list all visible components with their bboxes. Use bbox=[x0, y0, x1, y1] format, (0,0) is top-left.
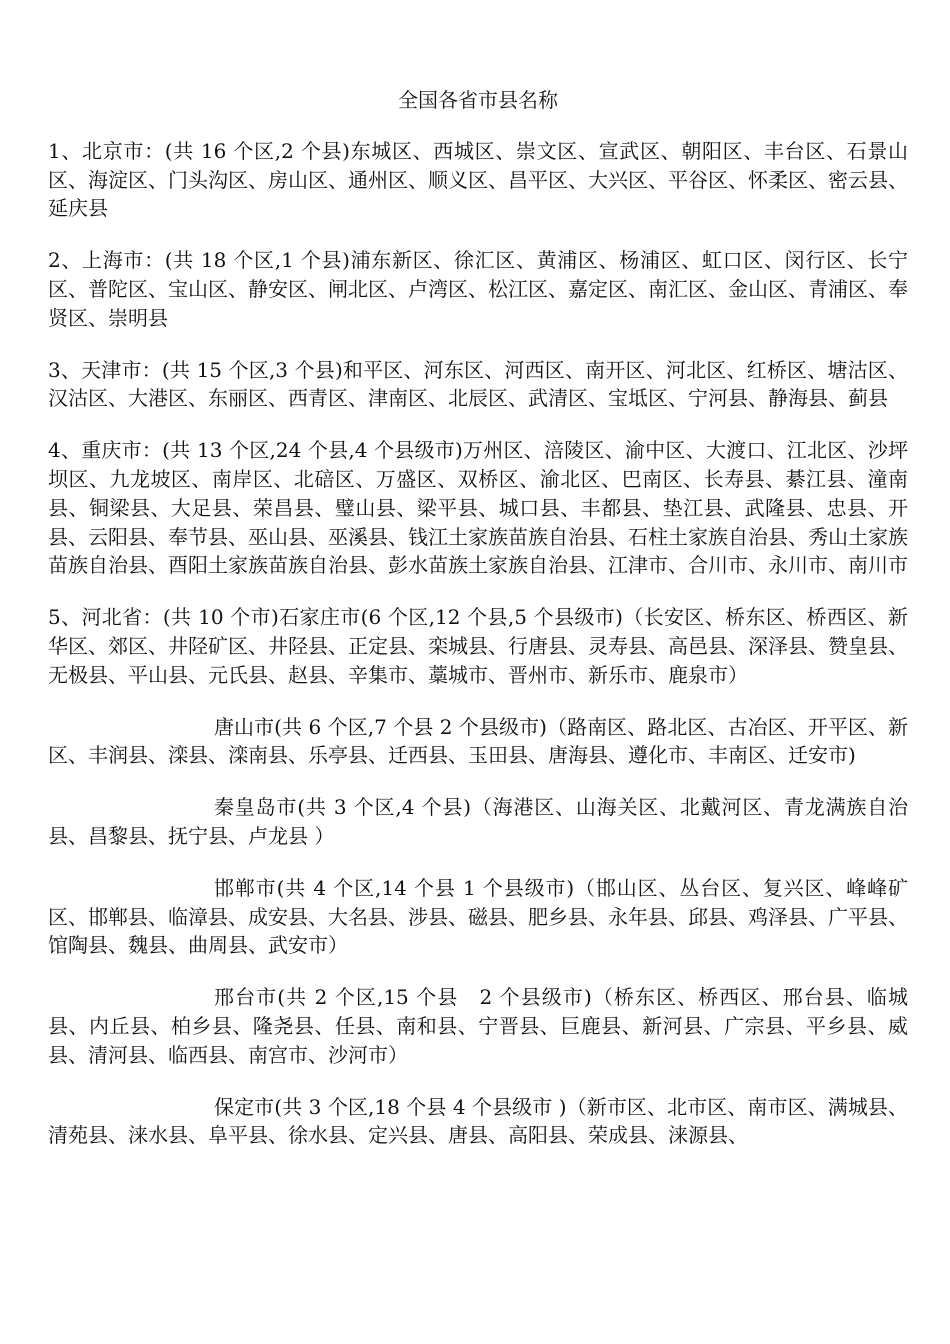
document-title: 全国各省市县名称 bbox=[398, 88, 558, 112]
paragraph-tianjin: 3、天津市：(共 15 个区,3 个县)和平区、河东区、河西区、南开区、河北区、红桥区、塘沽区、汉沽区、大港区、东丽区、西青区、津南区、北辰区、武清区、宝坻区、宁河县、静海县、蓟县 bbox=[48, 357, 908, 411]
paragraph-qinhuangdao: 秦皇岛市(共 3 个区,4 个县)（海港区、山海关区、北戴河区、青龙满族自治县、昌黎县、抚宁县、卢龙县 ） bbox=[48, 795, 908, 848]
paragraph-handan: 邯郸市(共 4 个区,14 个县 1 个县级市)（邯山区、丛台区、复兴区、峰峰矿区、邯郸县、临漳县、成安县、大名县、涉县、磁县、肥乡县、永年县、邱县、鸡泽县、广平县、馆陶县、魏县、曲周县、武安市） bbox=[48, 875, 908, 958]
paragraph-beijing: 1、北京市：(共 16 个区,2 个县)东城区、西城区、崇文区、宣武区、朝阳区、丰台区、石景山区、海淀区、门头沟区、房山区、通州区、顺义区、昌平区、大兴区、平谷区、怀柔区、密云县、延庆县 bbox=[48, 138, 908, 221]
document-page bbox=[48, 86, 908, 1173]
paragraph-tangshan: 唐山市(共 6 个区,7 个县 2 个县级市)（路南区、路北区、古冶区、开平区、新区、丰润县、滦县、滦南县、乐亭县、迁西县、玉田县、唐海县、遵化市、丰南区、迁安市) bbox=[48, 714, 908, 768]
paragraph-chongqing: 4、重庆市：(共 13 个区,24 个县,4 个县级市)万州区、涪陵区、渝中区、大渡口、江北区、沙坪坝区、九龙坡区、南岸区、北碚区、万盛区、双桥区、渝北区、巴南区、长寿县、綦江县、潼南县、铜梁县、大足县、荣昌县、璧山县、梁平县、城口县、丰都县、垫江县、武隆县、忠县、开县、云阳县、奉节县、巫山县、巫溪县、钱江土家族苗族自治县、石柱土家族自治县、秀山土家族苗族自治县、酉阳土家族苗族自治县、彭水苗族土家族自治县、江津市、合川市、永川市、南川市 bbox=[48, 438, 908, 578]
paragraph-shanghai: 2、上海市：(共 18 个区,1 个县)浦东新区、徐汇区、黄浦区、杨浦区、虹口区、闵行区、长宁区、普陀区、宝山区、静安区、闸北区、卢湾区、松江区、嘉定区、南汇区、金山区、青浦区、奉贤区、崇明县 bbox=[48, 248, 908, 330]
paragraph-hebei: 5、河北省：(共 10 个市)石家庄市(6 个区,12 个县,5 个县级市)（长安区、桥东区、桥西区、新华区、郊区、井陉矿区、井陉县、正定县、栾城县、行唐县、灵寿县、高邑县、深泽县、赞皇县、无极县、平山县、元氏县、赵县、辛集市、藁城市、晋州市、新乐市、鹿泉市） bbox=[48, 605, 908, 687]
paragraph-baoding: 保定市(共 3 个区,18 个县 4 个县级市 )（新市区、北市区、南市区、满城县、清苑县、涞水县、阜平县、徐水县、定兴县、唐县、高阳县、荣成县、涞源县、 bbox=[48, 1094, 908, 1148]
paragraph-xingtai: 邢台市(共 2 个区,15 个县 2 个县级市)（桥东区、桥西区、邢台县、临城县、内丘县、柏乡县、隆尧县、任县、南和县、宁晋县、巨鹿县、新河县、广宗县、平乡县、威县、清河县、临西县、南宫市、沙河市） bbox=[48, 985, 908, 1067]
